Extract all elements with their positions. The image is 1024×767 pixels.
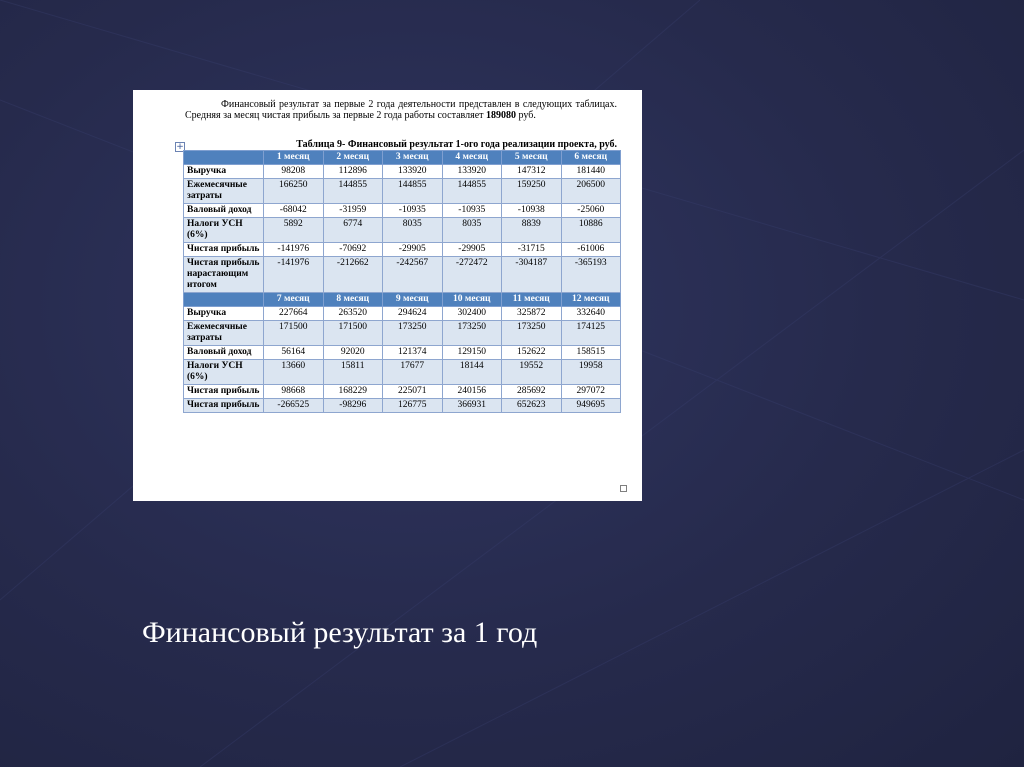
average-profit-value: 189080	[486, 110, 516, 121]
table-row	[184, 399, 621, 413]
value-cell: 133920	[383, 165, 443, 179]
value-cell: 147312	[502, 165, 562, 179]
value-cell: 171500	[323, 321, 383, 346]
value-cell: 302400	[442, 307, 502, 321]
month-header-cell: 7 месяц	[264, 293, 324, 307]
month-header-cell: 3 месяц	[383, 151, 443, 165]
value-cell: 206500	[561, 179, 621, 204]
value-cell: -365193	[561, 257, 621, 293]
value-cell: 285692	[502, 385, 562, 399]
table-row	[184, 243, 621, 257]
value-cell: -29905	[442, 243, 502, 257]
row-label-cell: Чистая прибыль	[184, 399, 264, 413]
value-cell: 152622	[502, 346, 562, 360]
value-cell: 17677	[383, 360, 443, 385]
table-row	[184, 385, 621, 399]
value-cell: 159250	[502, 179, 562, 204]
value-cell: 18144	[442, 360, 502, 385]
value-cell: -10938	[502, 204, 562, 218]
value-cell: 98668	[264, 385, 324, 399]
value-cell: -212662	[323, 257, 383, 293]
value-cell: -10935	[442, 204, 502, 218]
value-cell: 227664	[264, 307, 324, 321]
value-cell: 297072	[561, 385, 621, 399]
value-cell: 126775	[383, 399, 443, 413]
value-cell: 92020	[323, 346, 383, 360]
value-cell: -31715	[502, 243, 562, 257]
slide-title: Финансовый результат за 1 год	[142, 616, 538, 649]
month-header-cell: 5 месяц	[502, 151, 562, 165]
value-cell: -242567	[383, 257, 443, 293]
value-cell: -266525	[264, 399, 324, 413]
value-cell: -29905	[383, 243, 443, 257]
value-cell: 5892	[264, 218, 324, 243]
value-cell: 294624	[383, 307, 443, 321]
value-cell: -272472	[442, 257, 502, 293]
row-label-cell: Ежемесячные затраты	[184, 321, 264, 346]
table-row	[184, 307, 621, 321]
value-cell: 129150	[442, 346, 502, 360]
value-cell: 173250	[442, 321, 502, 346]
financial-results-table	[183, 150, 621, 413]
value-cell: 98208	[264, 165, 324, 179]
table-header-row	[184, 293, 621, 307]
value-cell: 174125	[561, 321, 621, 346]
value-cell: -61006	[561, 243, 621, 257]
value-cell: -10935	[383, 204, 443, 218]
month-header-cell: 8 месяц	[323, 293, 383, 307]
value-cell: 8839	[502, 218, 562, 243]
value-cell: 19958	[561, 360, 621, 385]
value-cell: -31959	[323, 204, 383, 218]
value-cell: -141976	[264, 257, 324, 293]
value-cell: 10886	[561, 218, 621, 243]
value-cell: -98296	[323, 399, 383, 413]
value-cell: 121374	[383, 346, 443, 360]
table-row	[184, 165, 621, 179]
table-row	[184, 346, 621, 360]
value-cell: 166250	[264, 179, 324, 204]
header-corner-cell	[184, 151, 264, 165]
month-header-cell: 11 месяц	[502, 293, 562, 307]
row-label-cell: Налоги УСН (6%)	[184, 218, 264, 243]
month-header-cell: 4 месяц	[442, 151, 502, 165]
value-cell: 173250	[383, 321, 443, 346]
value-cell: 263520	[323, 307, 383, 321]
row-label-cell: Чистая прибыль нарастающим итогом	[184, 257, 264, 293]
table-row	[184, 204, 621, 218]
row-label-cell: Налоги УСН (6%)	[184, 360, 264, 385]
value-cell: 19552	[502, 360, 562, 385]
value-cell: 15811	[323, 360, 383, 385]
value-cell: 6774	[323, 218, 383, 243]
row-label-cell: Чистая прибыль	[184, 243, 264, 257]
table-resize-handle-icon[interactable]	[620, 485, 627, 492]
value-cell: -141976	[264, 243, 324, 257]
table-row	[184, 218, 621, 243]
value-cell: 366931	[442, 399, 502, 413]
value-cell: 158515	[561, 346, 621, 360]
header-corner-cell	[184, 293, 264, 307]
row-label-cell: Валовый доход	[184, 204, 264, 218]
value-cell: -25060	[561, 204, 621, 218]
row-label-cell: Ежемесячные затраты	[184, 179, 264, 204]
row-label-cell: Валовый доход	[184, 346, 264, 360]
row-label-cell: Чистая прибыль	[184, 385, 264, 399]
value-cell: 225071	[383, 385, 443, 399]
value-cell: 144855	[383, 179, 443, 204]
value-cell: -68042	[264, 204, 324, 218]
value-cell: 240156	[442, 385, 502, 399]
document-image	[133, 90, 642, 501]
intro-text: Финансовый результат за первые 2 года деятельности представлен в следующих таблицах. Средняя за месяц чистая прибыль за первые 2 года работы составляет	[185, 99, 617, 121]
month-header-cell: 9 месяц	[383, 293, 443, 307]
value-cell: -304187	[502, 257, 562, 293]
row-label-cell: Выручка	[184, 165, 264, 179]
value-cell: 133920	[442, 165, 502, 179]
value-cell: 332640	[561, 307, 621, 321]
month-header-cell: 2 месяц	[323, 151, 383, 165]
table-move-handle-icon[interactable]: +	[176, 142, 184, 152]
table-row	[184, 257, 621, 293]
table-row	[184, 321, 621, 346]
value-cell: 171500	[264, 321, 324, 346]
value-cell: 168229	[323, 385, 383, 399]
intro-paragraph	[185, 99, 617, 121]
value-cell: -70692	[323, 243, 383, 257]
month-header-cell: 10 месяц	[442, 293, 502, 307]
table-row	[184, 360, 621, 385]
month-header-cell: 1 месяц	[264, 151, 324, 165]
intro-text-end: руб.	[516, 110, 536, 121]
value-cell: 325872	[502, 307, 562, 321]
value-cell: 8035	[383, 218, 443, 243]
month-header-cell: 6 месяц	[561, 151, 621, 165]
table-row	[184, 179, 621, 204]
value-cell: 173250	[502, 321, 562, 346]
table-header-row	[184, 151, 621, 165]
value-cell: 8035	[442, 218, 502, 243]
value-cell: 652623	[502, 399, 562, 413]
value-cell: 13660	[264, 360, 324, 385]
table-caption: Таблица 9- Финансовый результат 1-ого года реализации проекта, руб.	[296, 139, 617, 150]
row-label-cell: Выручка	[184, 307, 264, 321]
value-cell: 112896	[323, 165, 383, 179]
value-cell: 181440	[561, 165, 621, 179]
value-cell: 144855	[323, 179, 383, 204]
month-header-cell: 12 месяц	[561, 293, 621, 307]
value-cell: 949695	[561, 399, 621, 413]
value-cell: 144855	[442, 179, 502, 204]
value-cell: 56164	[264, 346, 324, 360]
